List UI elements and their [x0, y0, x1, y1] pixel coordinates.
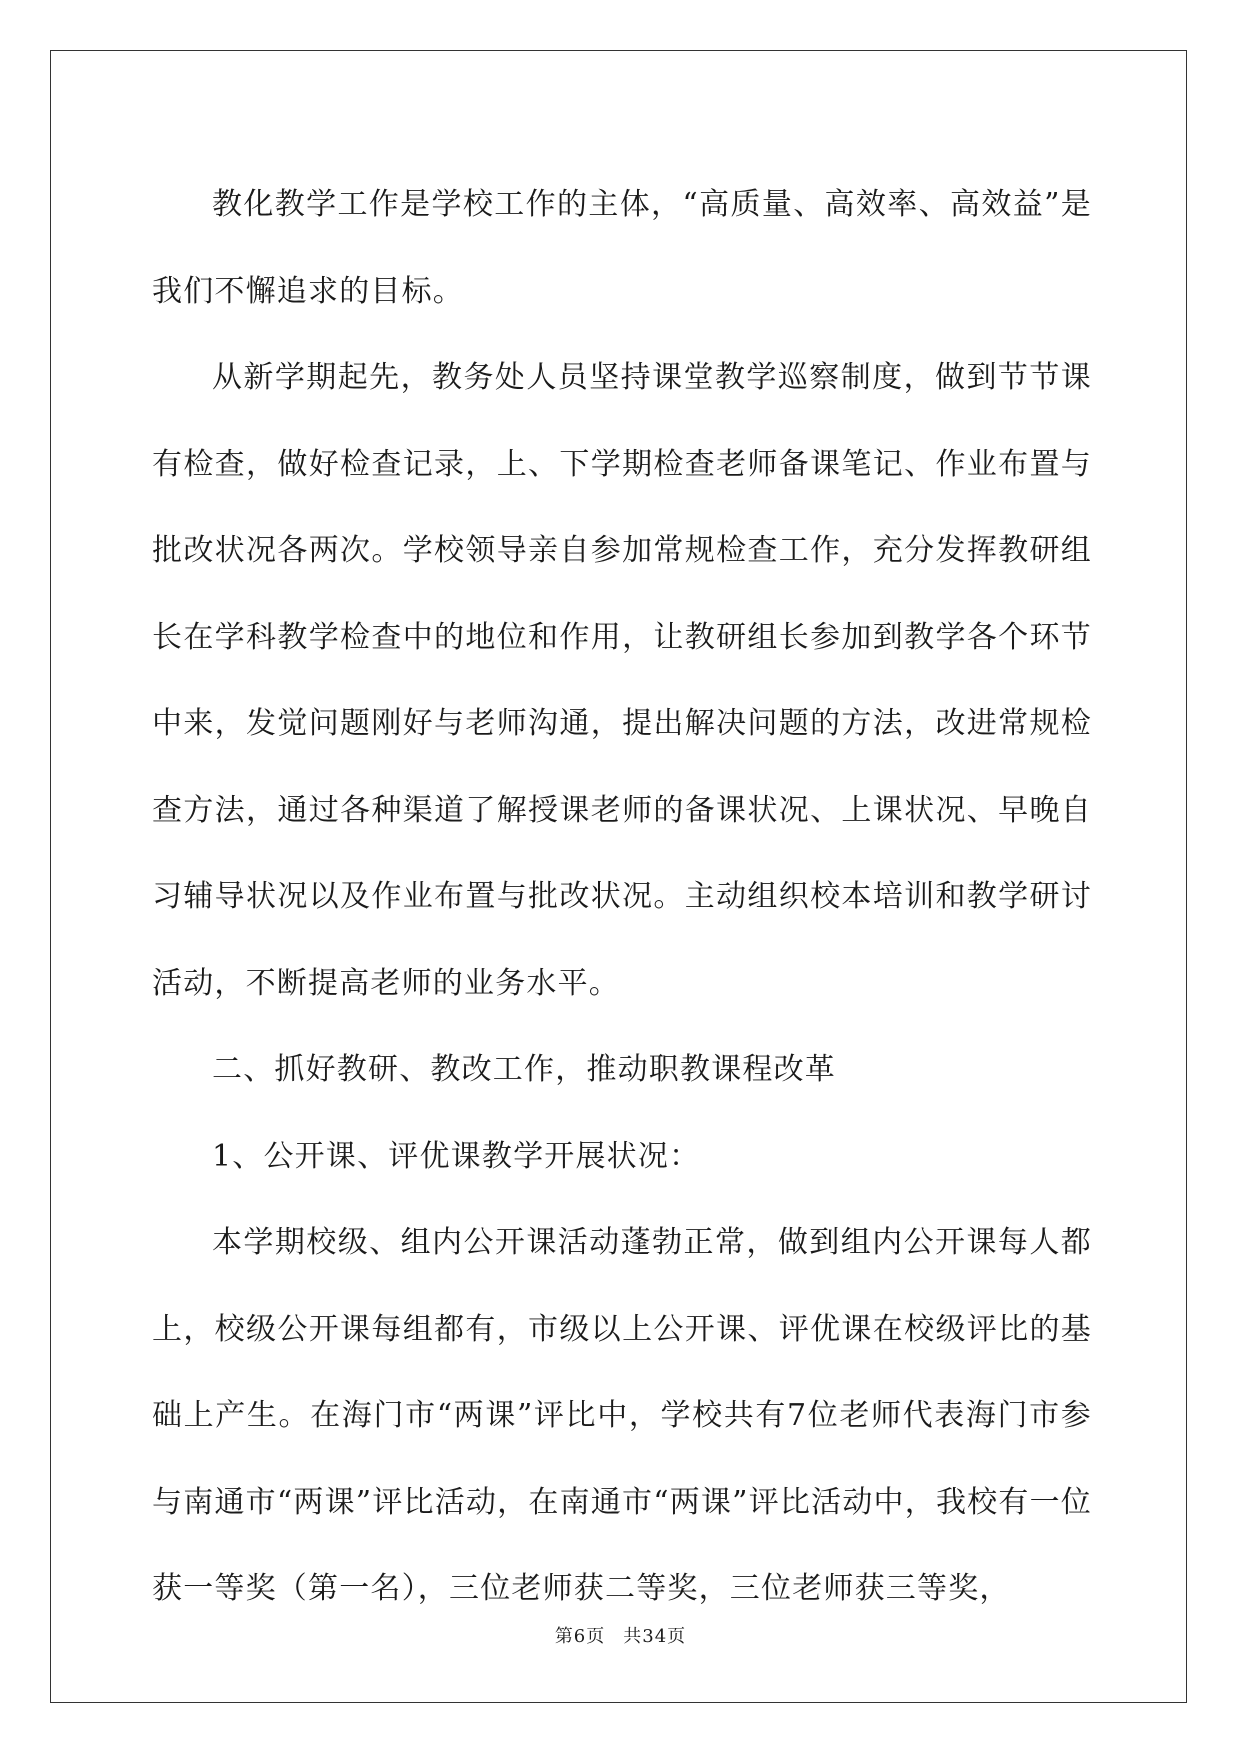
- document-body: [152, 162, 1092, 1633]
- paragraph: 教化教学工作是学校工作的主体，“高质量、高效率、高效益”是我们不懈追求的目标。: [152, 187, 1092, 309]
- page-number: 第6页: [554, 1626, 606, 1647]
- paragraph: 从新学期起先，教务处人员坚持课堂教学巡察制度，做到节节课有检查，做好检查记录，上、下学期检查老师备课笔记、作业布置与批改状况各两次。学校领导亲自参加常规检查工作，充分发挥教研组长在学科教学检查中的地位和作用，让教研组长参加到教学各个环节中来，发觉问题刚好与老师沟通，提出解决问题的方法，改进常规检查方法，通过各种渠道了解授课老师的备课状况、上课状况、早晚自习辅导状况以及作业布置与批改状况。主动组织校本培训和教学研讨活动，不断提高老师的业务水平。: [152, 360, 1092, 1001]
- section-heading: 二、抓好教研、教改工作，推动职教课程改革: [212, 1052, 836, 1087]
- page-footer: [0, 1622, 1241, 1648]
- paragraph: 本学期校级、组内公开课活动蓬勃正常，做到组内公开课每人都上，校级公开课每组都有，市级以上公开课、评优课在校级评比的基础上产生。在海门市“两课”评比中，学校共有7位老师代表海门市参与南通市“两课”评比活动，在南通市“两课”评比活动中，我校有一位获一等奖（第一名），三位老师获二等奖，三位老师获三等奖，: [152, 1225, 1092, 1606]
- page-total: 共34页: [623, 1626, 687, 1647]
- sub-heading: 1、公开课、评优课教学开展状况：: [212, 1138, 701, 1174]
